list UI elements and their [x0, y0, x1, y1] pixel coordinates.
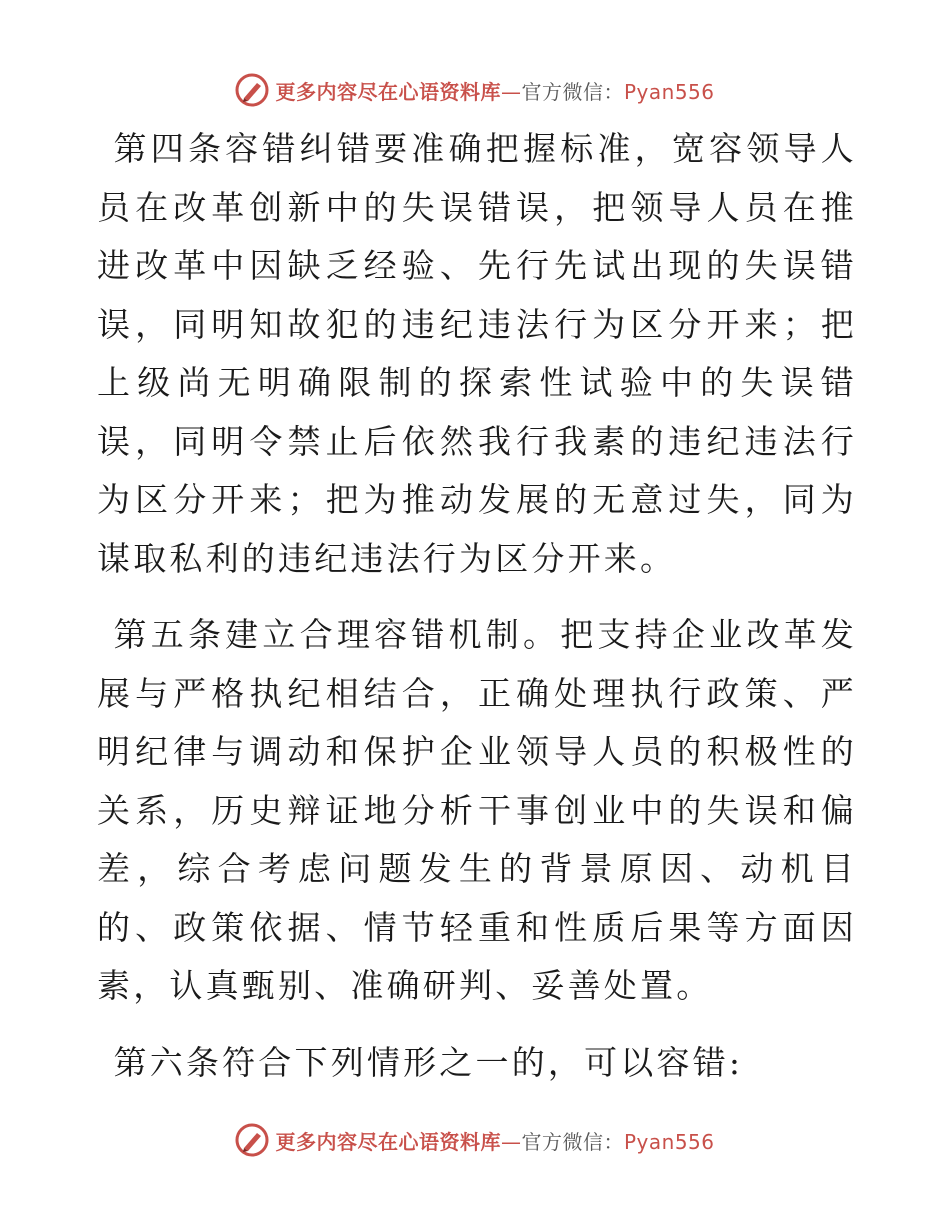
paragraph-article-6: 第六条符合下列情形之一的，可以容错:	[113, 1042, 744, 1082]
header-watermark	[0, 70, 950, 110]
watermark-site: 更多内容尽在心语资料库	[275, 79, 501, 104]
watermark-official: 官方微信：	[521, 1129, 624, 1154]
watermark-site: 更多内容尽在心语资料库	[275, 1129, 501, 1154]
watermark-handle: Pyan556	[623, 1129, 715, 1154]
footer-watermark	[0, 1120, 950, 1160]
pen-logo-icon	[235, 1123, 269, 1157]
watermark-text	[275, 1126, 714, 1155]
paragraph-article-5: 第五条建立合理容错机制。把支持企业改革发展与严格执纪相结合，正确处理执行政策、严明纪律与调动和保护企业领导人员的积极性的关系，历史辩证地分析干事创业中的失误和偏差，综合考虑问题发生的背景原因、动机目的、政策依据、情节轻重和性质后果等方面因素，认真甄别、准确研判、妥善处置。	[97, 615, 857, 1005]
watermark-handle: Pyan556	[623, 79, 715, 104]
watermark-separator: —	[500, 1129, 522, 1154]
watermark-text	[275, 76, 714, 105]
pen-logo-icon	[235, 73, 269, 107]
document-body	[97, 120, 857, 1110]
watermark-separator: —	[500, 79, 522, 104]
watermark-official: 官方微信：	[521, 79, 624, 104]
paragraph-article-4: 第四条容错纠错要准确把握标准，宽容领导人员在改革创新中的失误错误，把领导人员在推进改革中因缺乏经验、先行先试出现的失误错误，同明知故犯的违纪违法行为区分开来；把上级尚无明确限制的探索性试验中的失误错误，同明令禁止后依然我行我素的违纪违法行为区分开来；把为推动发展的无意过失，同为谋取私利的违纪违法行为区分开来。	[97, 129, 857, 578]
